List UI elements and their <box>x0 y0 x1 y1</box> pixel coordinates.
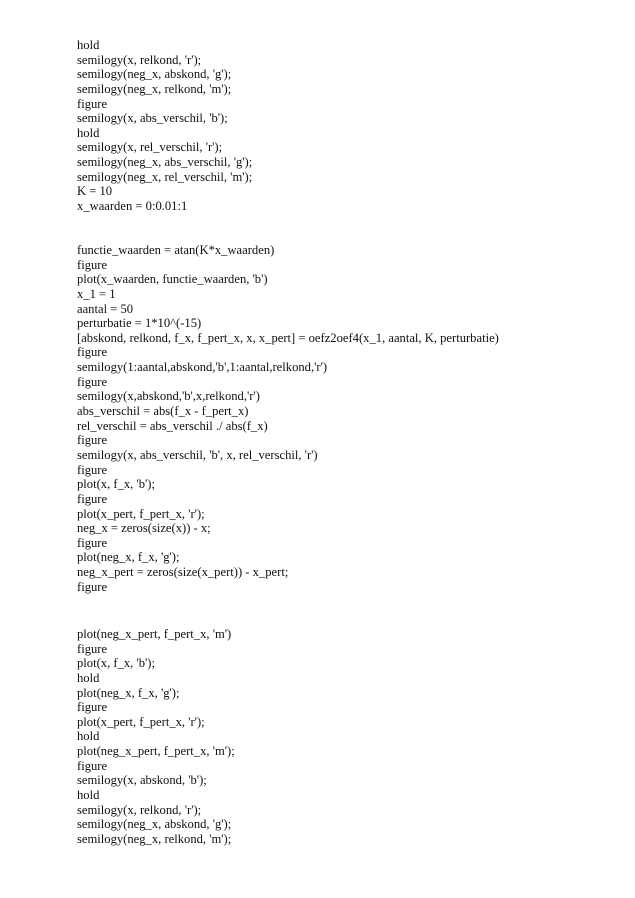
code-line: semilogy(1:aantal,abskond,'b',1:aantal,relkond,'r') <box>77 360 328 375</box>
code-block <box>77 243 499 594</box>
code-line: figure <box>77 374 108 389</box>
code-line: figure <box>77 579 108 594</box>
code-line: plot(x, f_x, 'b'); <box>77 656 155 671</box>
code-line: neg_x = zeros(size(x)) - x; <box>77 521 211 536</box>
code-block <box>77 627 235 847</box>
code-line: semilogy(neg_x, relkond, 'm'); <box>77 831 232 846</box>
code-line: figure <box>77 96 108 111</box>
code-line: figure <box>77 535 108 550</box>
code-line: plot(neg_x_pert, f_pert_x, 'm') <box>77 627 232 641</box>
code-line: x_waarden = 0:0.01:1 <box>77 199 188 214</box>
code-line: [abskond, relkond, f_x, f_pert_x, x, x_pert] = oefz2oef4(x_1, aantal, K, perturbatie) <box>77 330 499 345</box>
code-line: semilogy(neg_x, abskond, 'g'); <box>77 67 232 82</box>
code-line: plot(neg_x_pert, f_pert_x, 'm'); <box>77 744 235 759</box>
code-line: plot(x_waarden, functie_waarden, 'b') <box>77 272 268 287</box>
code-line: semilogy(x, rel_verschil, 'r'); <box>77 140 223 155</box>
code-line: figure <box>77 700 108 715</box>
code-line: x_1 = 1 <box>77 286 116 301</box>
code-line: aantal = 50 <box>77 301 134 316</box>
code-line: neg_x_pert = zeros(size(x_pert)) - x_pert; <box>77 565 289 580</box>
code-line: semilogy(x, relkond, 'r'); <box>77 52 202 67</box>
code-line: plot(x_pert, f_pert_x, 'r'); <box>77 506 205 521</box>
code-line: plot(x_pert, f_pert_x, 'r'); <box>77 714 205 729</box>
code-line: figure <box>77 433 108 448</box>
code-line: semilogy(x,abskond,'b',x,relkond,'r') <box>77 389 260 404</box>
code-line: semilogy(x, abs_verschil, 'b', x, rel_verschil, 'r') <box>77 447 318 462</box>
code-line: plot(x, f_x, 'b'); <box>77 477 155 492</box>
code-line: semilogy(x, abskond, 'b'); <box>77 773 207 788</box>
code-line: figure <box>77 345 108 360</box>
code-line: semilogy(neg_x, abs_verschil, 'g'); <box>77 155 253 170</box>
code-line: semilogy(neg_x, relkond, 'm'); <box>77 81 232 96</box>
code-block <box>77 38 252 214</box>
code-line: rel_verschil = abs_verschil ./ abs(f_x) <box>77 418 268 433</box>
code-line: hold <box>77 729 100 744</box>
code-line: hold <box>77 788 100 803</box>
code-line: figure <box>77 491 108 506</box>
code-line: semilogy(x, abs_verschil, 'b'); <box>77 111 228 126</box>
code-line: semilogy(x, relkond, 'r'); <box>77 802 202 817</box>
code-line: perturbatie = 1*10^(-15) <box>77 316 202 331</box>
code-line: plot(neg_x, f_x, 'g'); <box>77 550 180 565</box>
code-line: plot(neg_x, f_x, 'g'); <box>77 685 180 700</box>
code-line: semilogy(neg_x, abskond, 'g'); <box>77 817 232 832</box>
code-line: K = 10 <box>77 184 113 199</box>
code-line: semilogy(neg_x, rel_verschil, 'm'); <box>77 169 253 184</box>
code-line: figure <box>77 641 108 656</box>
code-line: functie_waarden = atan(K*x_waarden) <box>77 243 275 257</box>
code-line: hold <box>77 125 100 140</box>
code-line: hold <box>77 670 100 685</box>
code-line: figure <box>77 257 108 272</box>
code-line: abs_verschil = abs(f_x - f_pert_x) <box>77 404 249 419</box>
code-line: figure <box>77 758 108 773</box>
code-line: figure <box>77 462 108 477</box>
code-line: hold <box>77 38 100 52</box>
